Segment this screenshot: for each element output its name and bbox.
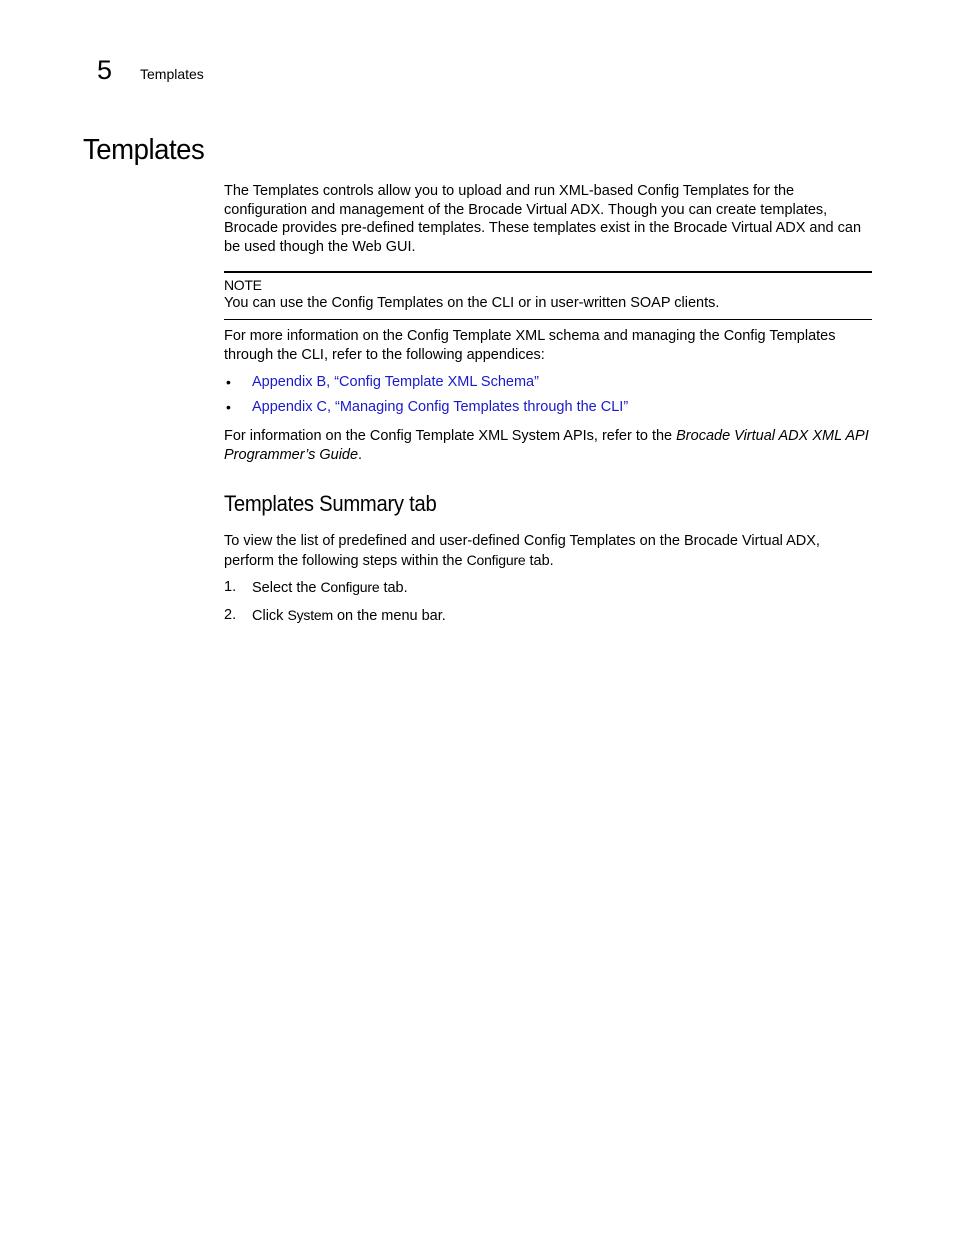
api-info-suffix: . — [358, 446, 363, 463]
configure-term: Configure — [320, 579, 380, 595]
bullet-icon: • — [226, 399, 231, 415]
step-suffix: on the menu bar. — [332, 608, 446, 624]
steps-intro-suffix: tab. — [525, 552, 554, 569]
note-box — [224, 271, 872, 320]
chapter-number: 5 — [97, 55, 113, 85]
appendix-b-link[interactable]: Appendix B, “Config Template XML Schema” — [252, 374, 539, 390]
step-prefix: Click — [252, 608, 288, 624]
section-heading: Templates Summary tab — [224, 491, 437, 516]
running-header: Templates — [140, 66, 204, 82]
list-item — [224, 398, 872, 423]
steps-intro-paragraph — [224, 532, 872, 570]
step-suffix: tab. — [379, 580, 408, 596]
api-info-paragraph — [224, 427, 872, 464]
system-term: System — [287, 607, 333, 623]
steps-intro-prefix: To view the list of predefined and user-defined Config Templates on the Brocade Virtual ADX, perform the following steps within the — [224, 533, 820, 569]
appendix-c-link[interactable]: Appendix C, “Managing Config Templates through the CLI” — [252, 399, 629, 415]
step-number: 2. — [224, 607, 237, 623]
list-item — [224, 373, 872, 398]
step-prefix: Select the — [252, 580, 321, 596]
note-label: NOTE — [224, 277, 262, 293]
list-item — [224, 578, 872, 606]
steps-list — [224, 578, 872, 634]
note-text: You can use the Config Templates on the CLI or in user-written SOAP clients. — [224, 295, 720, 311]
configure-term: Configure — [466, 551, 526, 568]
intro-paragraph: The Templates controls allow you to upload and run XML-based Config Templates for the configuration and management of the Brocade Virtual ADX. Though you can create templates, Brocade provides pre-defined templates. These templates exist in the Brocade Virtual ADX and can be used though the Web GUI. — [224, 183, 862, 255]
bullet-icon: • — [226, 374, 231, 390]
step-number: 1. — [224, 579, 237, 595]
appendix-list — [224, 373, 872, 423]
api-info-prefix: For information on the Config Template XML System APIs, refer to the — [224, 428, 677, 444]
more-info-paragraph: For more information on the Config Template XML schema and managing the Config Templates through the CLI, refer to the following appendices: — [224, 328, 836, 363]
page-title: Templates — [83, 134, 205, 166]
book-title: Brocade Virtual ADX XML API Programmer’s Guide — [224, 428, 869, 463]
list-item — [224, 606, 872, 634]
